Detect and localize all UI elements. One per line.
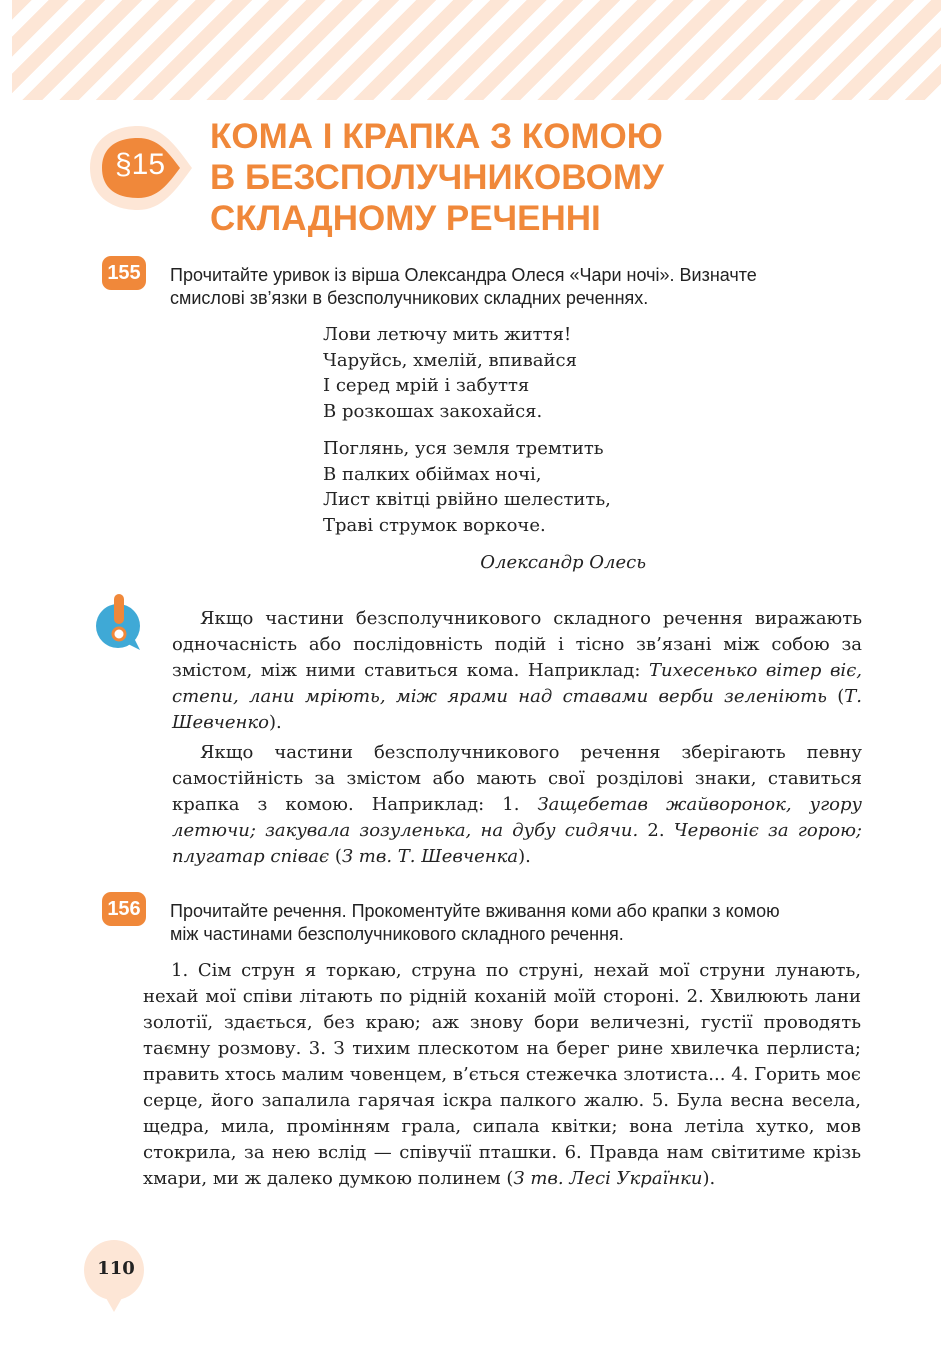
rule-punct: ). [268, 712, 282, 733]
poem-line: В розкошах закохайся. [323, 400, 543, 422]
task-instruction [170, 900, 870, 946]
rule-paragraph [172, 740, 862, 870]
rule-punct: ). [518, 846, 531, 867]
poem-stanza [323, 436, 743, 538]
poem-line: Поглянь, уся земля тремтить [323, 438, 604, 459]
section-title-line: СКЛАДНОМУ РЕЧЕННІ [210, 199, 601, 238]
section-title-line: КОМА І КРАПКА З КОМОЮ [210, 117, 663, 156]
task-instruction-line: між частинами безсполучникового складного речення. [170, 924, 624, 944]
task-number-badge: 155 [102, 256, 146, 290]
task-instruction [170, 264, 870, 310]
task-instruction-line: смислові зв’язки в безсполучникових складних реченнях. [170, 288, 649, 308]
rule-punct: ( [329, 846, 342, 867]
section-title [210, 116, 910, 239]
rule-text: 2. [638, 820, 674, 841]
poem-stanza [323, 322, 743, 424]
exercise-text [143, 958, 861, 1192]
exercise-sentences: 1. Сім струн я торкаю, струна по струні, нехай мої струни лунають, нехай мої співи літають по рідній коханій моїй стороні. 2. Хвилюють лани золотії, здається, без краю; аж знову бори величезні, густії проводять таємну розмову. 3. З тихим плескотом на берег рине хвилечка перлиста; править хтось малим човенцем, в’ється стежечка злотиста... 4. Горить моє серце, його запалила гарячая іскра палкого жалю. 5. Була весна весела, щедра, мила, промінням грала, сипала квітки; вона летіла хутко, мов стокрила, за нею вслід — співучії пташки. 6. Правда нам світитиме крізь хмари, ми ж далеко думкою полинем [143, 960, 861, 1189]
rule-paragraph [172, 606, 862, 736]
rule-source: Т. Шевченко [172, 686, 862, 733]
rule-example: Тихесенько вітер віє, степи, лани мріють, між ярами над ставами верби зеленіють [172, 660, 862, 707]
poem-line: Траві струмок воркоче. [323, 514, 546, 536]
exercise-source: З тв. Лесі Українки [513, 1168, 703, 1189]
section-number: §15 [114, 148, 166, 181]
rule-example: Червоніє за горою; плугатар співає [172, 820, 862, 867]
rule-source: З тв. Т. Шевченка [341, 846, 519, 867]
rule-text: Якщо частини безсполучникового речення зберігають певну самостійність за змістом або мають свої розділові знаки, ставиться крапка з комою. Наприклад: 1. [172, 742, 862, 815]
rule-text: Якщо частини безсполучникового складного речення виражають одночасність або послідовність подій і тісно зв’язані між собою за змістом, між ними ставиться кома. Наприклад: [172, 608, 862, 681]
section-title-line: В БЕЗСПОЛУЧНИКОВОМУ [210, 158, 664, 197]
page-number: 110 [97, 1258, 135, 1279]
task-instruction-line: Прочитайте уривок із вірша Олександра Олеся «Чари ночі». Визначте [170, 265, 757, 285]
exclamation-info-icon [94, 592, 144, 652]
top-decorative-band [12, 0, 941, 100]
poem-line: Лист квітці рвійно шелестить, [323, 489, 611, 510]
poem-line: Чаруйсь, хмелій, впивайся [323, 349, 577, 371]
poem-line: І серед мрій і забуття [323, 375, 530, 396]
task-instruction-line: Прочитайте речення. Прокоментуйте вживання коми або крапки з комою [170, 901, 780, 921]
task-number-badge: 156 [102, 892, 146, 926]
rule-punct: ( [826, 686, 845, 707]
section-badge [80, 120, 200, 216]
rule-example: Защебетав жайворонок, угору летючи; закувала зозуленька, на дубу сидячи. [172, 794, 862, 841]
poem-line: В палких обіймах ночі, [323, 463, 542, 485]
poem-line: Лови летючу мить життя! [323, 324, 572, 345]
poem-author: Олександр Олесь [480, 552, 646, 573]
exercise-punct: ( [500, 1168, 514, 1189]
exercise-punct: ). [702, 1168, 716, 1189]
